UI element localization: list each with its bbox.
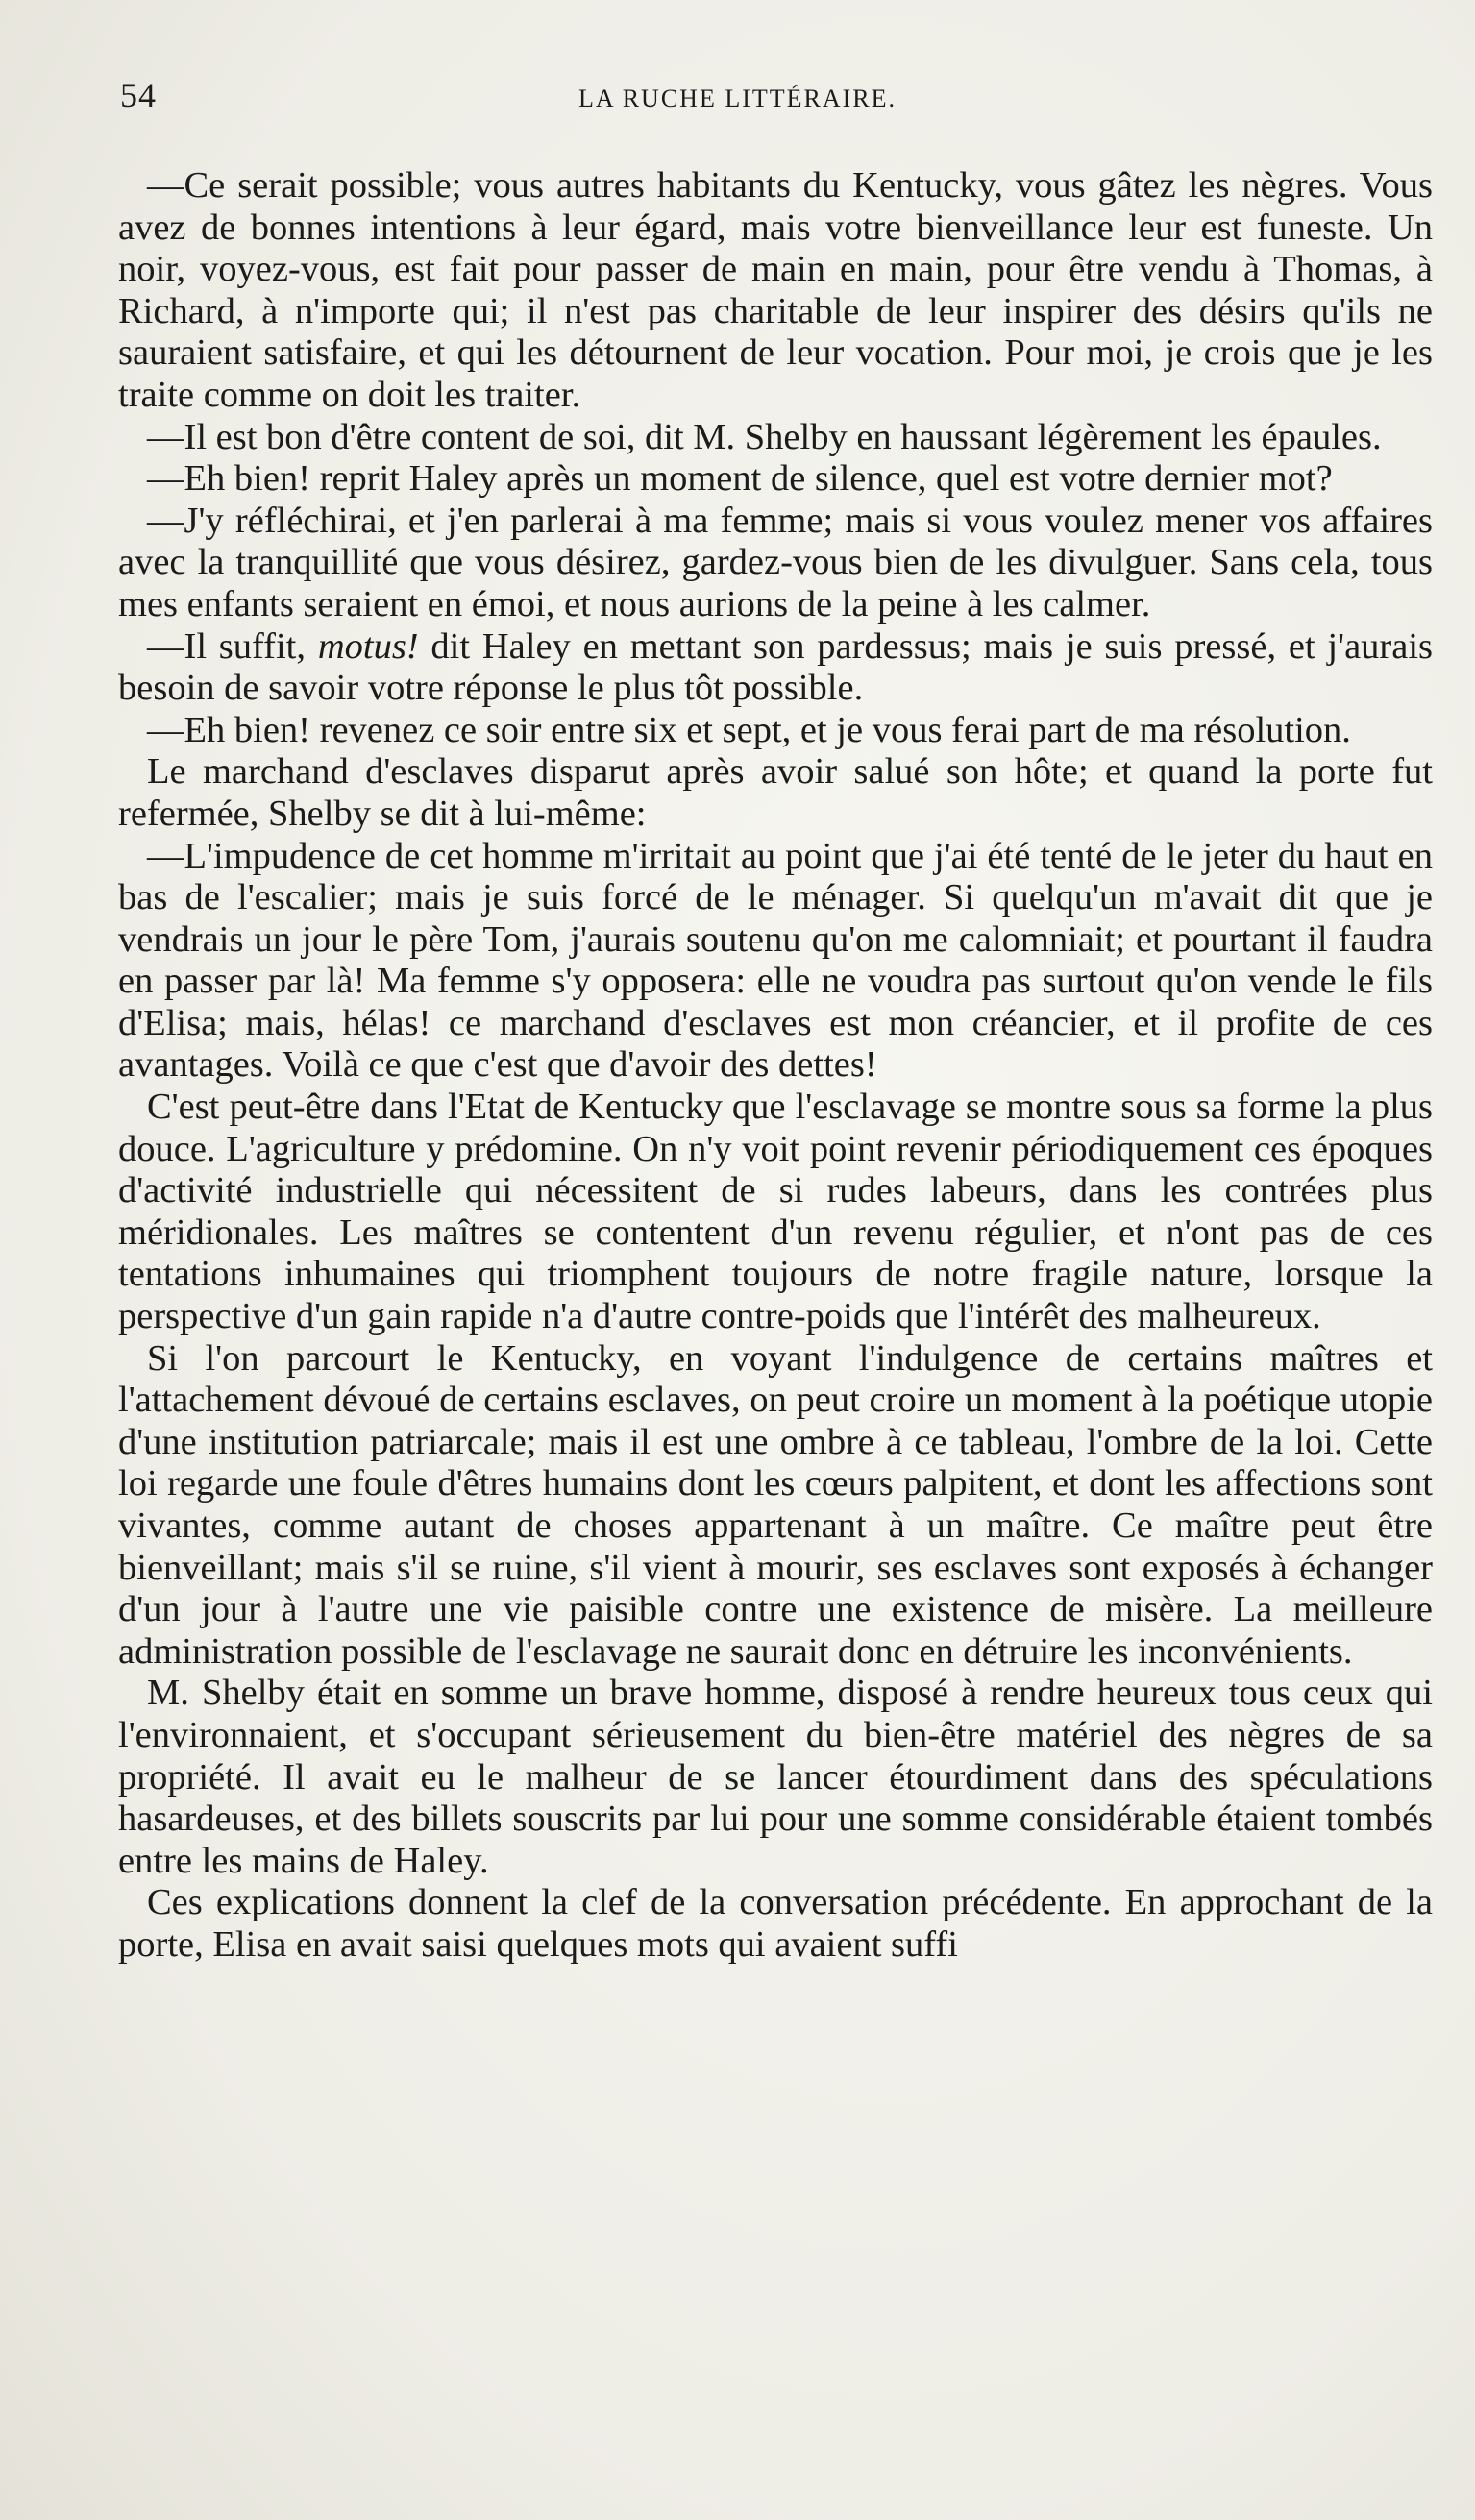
italic-word: motus! bbox=[317, 625, 419, 667]
page-number: 54 bbox=[120, 76, 157, 114]
paragraph: —J'y réfléchirai, et j'en parlerai à ma femme; mais si vous voulez mener vos affaires avec la tranquillité que vous désirez, gardez-vous bien de les divulguer. Sans cela, tous mes enfants seraient en émoi, et nous aurions de la peine à les calmer. bbox=[118, 500, 1433, 624]
paragraph: —L'impudence de cet homme m'irritait au point que j'ai été tenté de le jeter du haut en bas de l'escalier; mais je suis forcé de le ménager. Si quelqu'un m'avait dit que je vendrais un jour le père Tom, j'aurais soutenu qu'on me calomniait; et pourtant il faudra en passer par là! Ma femme s'y opposera: elle ne voudra pas surtout qu'on vende le fils d'Elisa; mais, hélas! ce marchand d'esclaves est mon créancier, et il profite de ces avantages. Voilà ce que c'est que d'avoir des dettes! bbox=[118, 835, 1433, 1086]
paragraph: C'est peut-être dans l'Etat de Kentucky que l'esclavage se montre sous sa forme la plus douce. L'agriculture y prédomine. On n'y voit point revenir périodiquement ces époques d'activité industrielle qui nécessitent de si rudes labeurs, dans les contrées plus méridionales. Les maîtres se contentent d'un revenu régulier, et n'ont pas de ces tentations inhumaines qui triomphent toujours de notre fragile nature, lorsque la perspective d'un gain rapide n'a d'autre contre-poids que l'intérêt des malheureux. bbox=[118, 1087, 1433, 1337]
paragraph: —Eh bien! reprit Haley après un moment de silence, quel est votre dernier mot? bbox=[147, 458, 1333, 500]
paragraph: —Ce serait possible; vous autres habitants du Kentucky, vous gâtez les nègres. Vous avez de bonnes intentions à leur égard, mais votre bienveillance leur est funeste. Un noir, voyez-vous, est fait pour passer de main en main, pour être vendu à Thomas, à Richard, à n'importe qui; il n'est pas charitable de leur inspirer des désirs qu'ils ne sauraient satisfaire, et qui les détournent de leur vocation. Pour moi, je crois que je les traite comme on doit les traiter. bbox=[118, 165, 1433, 415]
paragraph: Si l'on parcourt le Kentucky, en voyant l'indulgence de certains maîtres et l'attachement dévoué de certains esclaves, on peut croire un moment à la poétique utopie d'une institution patriarcale; mais il est une ombre à ce tableau, l'ombre de la loi. Cette loi regarde une foule d'êtres humains dont les cœurs palpitent, et dont les affections sont vivantes, comme autant de choses appartenant à un maître. Ce maître peut être bienveillant; mais s'il se ruine, s'il vient à mourir, ses esclaves sont exposés à échanger d'un jour à l'autre une vie paisible contre une existence de misère. La meilleure administration possible de l'esclavage ne saurait donc en détruire les inconvénients. bbox=[118, 1337, 1433, 1672]
paragraph: —Il est bon d'être content de soi, dit M. Shelby en haussant légèrement les épaules. bbox=[147, 416, 1382, 457]
paragraph-text: dit Haley en mettant son pardessus; mais je suis pressé, et j'aurais besoin de savoir votre réponse le plus tôt possible. bbox=[118, 625, 1433, 709]
paragraph: Le marchand d'esclaves disparut après avoir salué son hôte; et quand la porte fut refermée, Shelby se dit à lui-même: bbox=[118, 751, 1433, 834]
paragraph: M. Shelby était en somme un brave homme, disposé à rendre heureux tous ceux qui l'environnaient, et s'occupant sérieusement du bien-être matériel des nègres de sa propriété. Il avait eu le malheur de se lancer étourdiment dans des spéculations hasardeuses, et des billets souscrits par lui pour une somme considérable étaient tombés entre les mains de Haley. bbox=[118, 1673, 1433, 1881]
body-text bbox=[118, 165, 1433, 1967]
paragraph: —Eh bien! revenez ce soir entre six et sept, et je vous ferai part de ma résolution. bbox=[147, 709, 1351, 750]
paragraph bbox=[118, 626, 1433, 710]
paragraph: Ces explications donnent la clef de la conversation précédente. En approchant de la porte, Elisa en avait saisi quelques mots qui avaient suffi bbox=[118, 1882, 1433, 1965]
running-title: LA RUCHE LITTÉRAIRE. bbox=[578, 85, 897, 112]
paragraph-text: —Il suffit, bbox=[147, 625, 318, 667]
